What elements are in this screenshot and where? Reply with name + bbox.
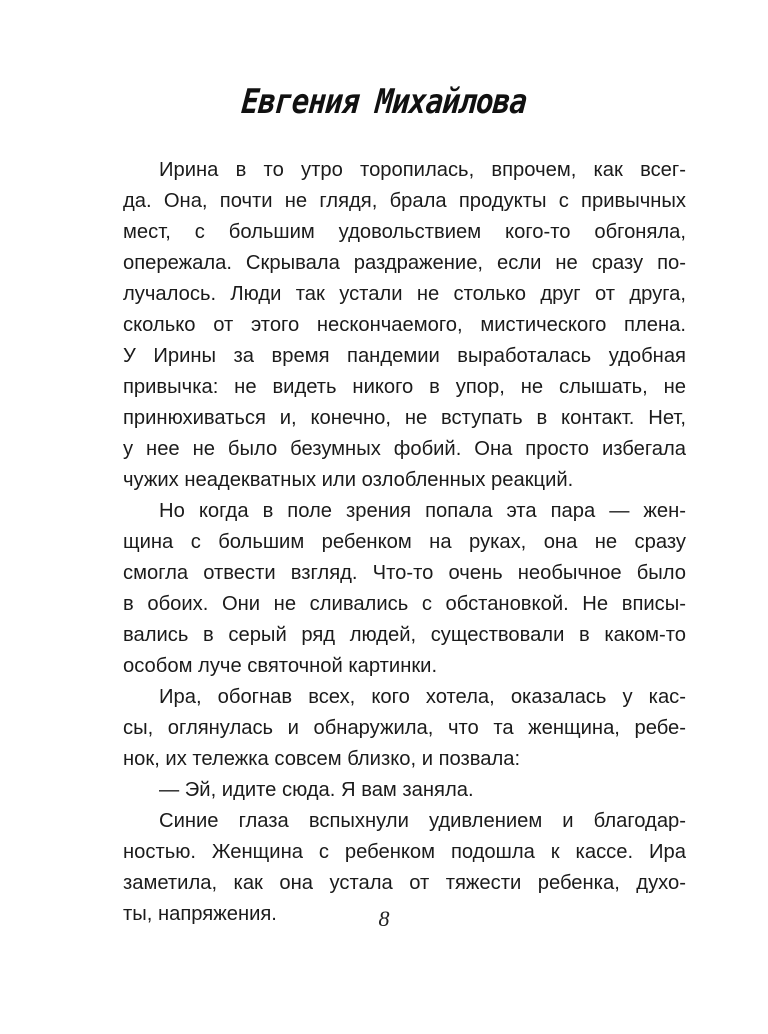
text-line: вались в серый ряд людей, существовали в каком-то: [123, 624, 686, 646]
text-line: мест, с большим удовольствием кого-то обгоняла,: [123, 221, 686, 243]
paragraph-1: [123, 155, 686, 496]
text-line: Но когда в поле зрения попала эта пара — жен-: [159, 500, 686, 522]
paragraph-4-dialogue: [123, 775, 686, 806]
text-line: в обоих. Они не сливались с обстановкой. Не вписы-: [123, 593, 686, 615]
text-line: ты, напряжения.: [123, 903, 277, 925]
text-line: Ирина в то утро торопилась, впрочем, как всег-: [159, 159, 686, 181]
paragraph-2: [123, 496, 686, 682]
text-line: лучалось. Люди так устали не столько друг от друга,: [123, 283, 686, 305]
body-text: [123, 155, 686, 930]
text-line: привычка: не видеть никого в упор, не слышать, не: [123, 376, 686, 398]
text-line: ностью. Женщина с ребенком подошла к кассе. Ира: [123, 841, 686, 863]
text-line: сы, оглянулась и обнаружила, что та женщина, ребе-: [123, 717, 686, 739]
text-line: — Эй, идите сюда. Я вам заняла.: [159, 779, 474, 801]
text-line: Ира, обогнав всех, кого хотела, оказалась у кас-: [159, 686, 686, 708]
text-line: опережала. Скрывала раздражение, если не сразу по-: [123, 252, 686, 274]
text-line: смогла отвести взгляд. Что-то очень необычное было: [123, 562, 686, 584]
text-line: да. Она, почти не глядя, брала продукты с привычных: [123, 190, 686, 212]
text-line: у нее не было безумных фобий. Она просто избегала: [123, 438, 686, 460]
text-line: особом луче святочной картинки.: [123, 655, 438, 677]
text-line: заметила, как она устала от тяжести ребенка, духо-: [123, 872, 686, 894]
text-line: щина с большим ребенком на руках, она не сразу: [123, 531, 686, 553]
page-number: 8: [378, 906, 390, 931]
text-line: Синие глаза вспыхнули удивлением и благодар-: [159, 810, 686, 832]
text-line: У Ирины за время пандемии выработалась удобная: [123, 345, 686, 367]
text-line: сколько от этого нескончаемого, мистического плена.: [123, 314, 686, 336]
text-line: чужих неадекватных или озлобленных реакций.: [123, 469, 574, 491]
text-line: нок, их тележка совсем близко, и позвала:: [123, 748, 521, 770]
text-line: принюхиваться и, конечно, не вступать в контакт. Нет,: [123, 407, 686, 429]
author-name-header: Евгения Михайлова: [239, 82, 529, 122]
paragraph-3: [123, 682, 686, 775]
